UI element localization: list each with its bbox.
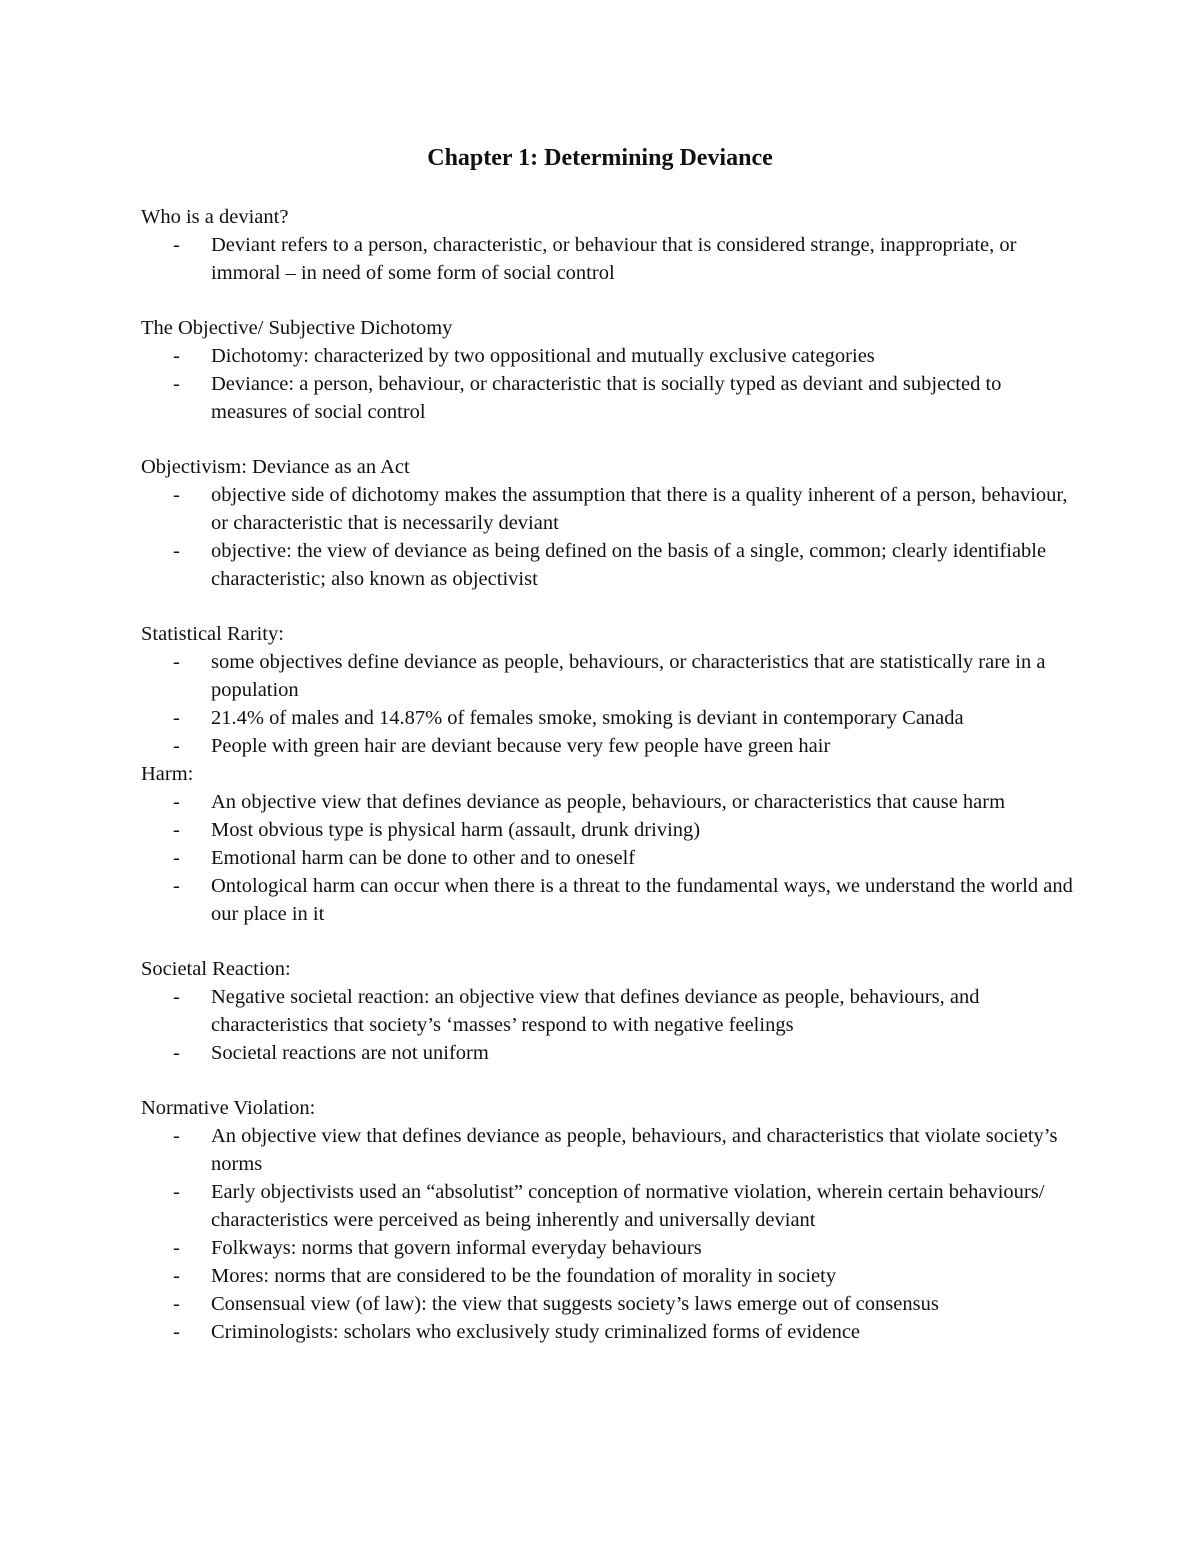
list-item-text: Deviance: a person, behaviour, or characteristic that is socially typed as deviant and subjected to measures of social control: [211, 373, 1002, 423]
list-item: [141, 816, 1081, 844]
section-heading: Objectivism: Deviance as an Act: [141, 456, 410, 478]
section-heading: The Objective/ Subjective Dichotomy: [141, 317, 453, 339]
dash-bullet-icon: -: [173, 540, 180, 562]
list-item-text: objective: the view of deviance as being defined on the basis of a single, common; clearly identifiable characteristic; also known as objectivist: [211, 540, 1047, 590]
list-item-text: Emotional harm can be done to other and to oneself: [211, 847, 636, 869]
section-heading: Who is a deviant?: [141, 206, 289, 228]
section: [141, 314, 1081, 426]
dash-bullet-icon: -: [173, 735, 180, 757]
dash-bullet-icon: -: [173, 1321, 180, 1343]
dash-bullet-icon: -: [173, 1237, 180, 1259]
dash-bullet-icon: -: [173, 1265, 180, 1287]
dash-bullet-icon: -: [173, 819, 180, 841]
list-item: [141, 872, 1081, 928]
list-item-text: some objectives define deviance as people, behaviours, or characteristics that are statistically rare in a population: [211, 651, 1046, 701]
list-item: [141, 1178, 1081, 1234]
list-item-text: People with green hair are deviant because very few people have green hair: [211, 735, 831, 757]
list-item: [141, 1262, 1081, 1290]
list-item: [141, 481, 1081, 537]
dash-bullet-icon: -: [173, 651, 180, 673]
page-title: Chapter 1: Determining Deviance: [427, 145, 773, 171]
section-heading: Harm:: [141, 763, 194, 785]
dash-bullet-icon: -: [173, 345, 180, 367]
list-item-text: Criminologists: scholars who exclusively study criminalized forms of evidence: [211, 1321, 861, 1343]
list-item: [141, 231, 1081, 287]
list-item-text: Ontological harm can occur when there is a threat to the fundamental ways, we understand the world and our place in it: [211, 875, 1073, 925]
list-item-text: Negative societal reaction: an objective view that defines deviance as people, behaviours, and characteristics that society’s ‘masses’ respond to with negative feelings: [211, 986, 980, 1036]
list-item: [141, 732, 1081, 760]
list-item: [141, 370, 1081, 426]
dash-bullet-icon: -: [173, 1125, 180, 1147]
list-item-text: An objective view that defines deviance as people, behaviours, and characteristics that violate society’s norms: [211, 1125, 1058, 1175]
list-item-text: Folkways: norms that govern informal everyday behaviours: [211, 1237, 702, 1259]
list-item-text: Most obvious type is physical harm (assault, drunk driving): [211, 819, 701, 841]
section: [141, 760, 1081, 928]
section-heading: Societal Reaction:: [141, 958, 291, 980]
list-item-text: Consensual view (of law): the view that suggests society’s laws emerge out of consensus: [211, 1293, 939, 1315]
section: [141, 203, 1081, 287]
list-item: [141, 1039, 1081, 1067]
list-item: [141, 1234, 1081, 1262]
section-heading: Normative Violation:: [141, 1097, 316, 1119]
dash-bullet-icon: -: [173, 1181, 180, 1203]
section-heading: Statistical Rarity:: [141, 623, 284, 645]
dash-bullet-icon: -: [173, 234, 180, 256]
list-item-text: Early objectivists used an “absolutist” conception of normative violation, wherein certain behaviours/ characteristics were perceived as being inherently and universally deviant: [211, 1181, 1045, 1231]
dash-bullet-icon: -: [173, 707, 180, 729]
dash-bullet-icon: -: [173, 373, 180, 395]
dash-bullet-icon: -: [173, 1042, 180, 1064]
list-item: [141, 342, 1081, 370]
list-item-text: An objective view that defines deviance as people, behaviours, or characteristics that cause harm: [211, 791, 1006, 813]
list-item: [141, 844, 1081, 872]
list-item: [141, 788, 1081, 816]
list-item-text: 21.4% of males and 14.87% of females smoke, smoking is deviant in contemporary Canada: [211, 707, 964, 729]
list-item: [141, 1122, 1081, 1178]
dash-bullet-icon: -: [173, 791, 180, 813]
list-item-text: Deviant refers to a person, characteristic, or behaviour that is considered strange, inappropriate, or immoral – in need of some form of social control: [211, 234, 1017, 284]
list-item-text: Mores: norms that are considered to be the foundation of morality in society: [211, 1265, 837, 1287]
list-item-text: objective side of dichotomy makes the assumption that there is a quality inherent of a person, behaviour, or characteristic that is necessarily deviant: [211, 484, 1068, 534]
list-item-text: Dichotomy: characterized by two oppositional and mutually exclusive categories: [211, 345, 875, 367]
list-item-text: Societal reactions are not uniform: [211, 1042, 489, 1064]
dash-bullet-icon: -: [173, 847, 180, 869]
section: [141, 955, 1081, 1067]
list-item: [141, 1290, 1081, 1318]
section: [141, 620, 1081, 760]
list-item: [141, 648, 1081, 704]
list-item: [141, 1318, 1081, 1346]
list-item: [141, 704, 1081, 732]
dash-bullet-icon: -: [173, 1293, 180, 1315]
dash-bullet-icon: -: [173, 875, 180, 897]
list-item: [141, 983, 1081, 1039]
section: [141, 1094, 1081, 1346]
section: [141, 453, 1081, 593]
dash-bullet-icon: -: [173, 484, 180, 506]
list-item: [141, 537, 1081, 593]
dash-bullet-icon: -: [173, 986, 180, 1008]
document-body: [141, 203, 1081, 1346]
